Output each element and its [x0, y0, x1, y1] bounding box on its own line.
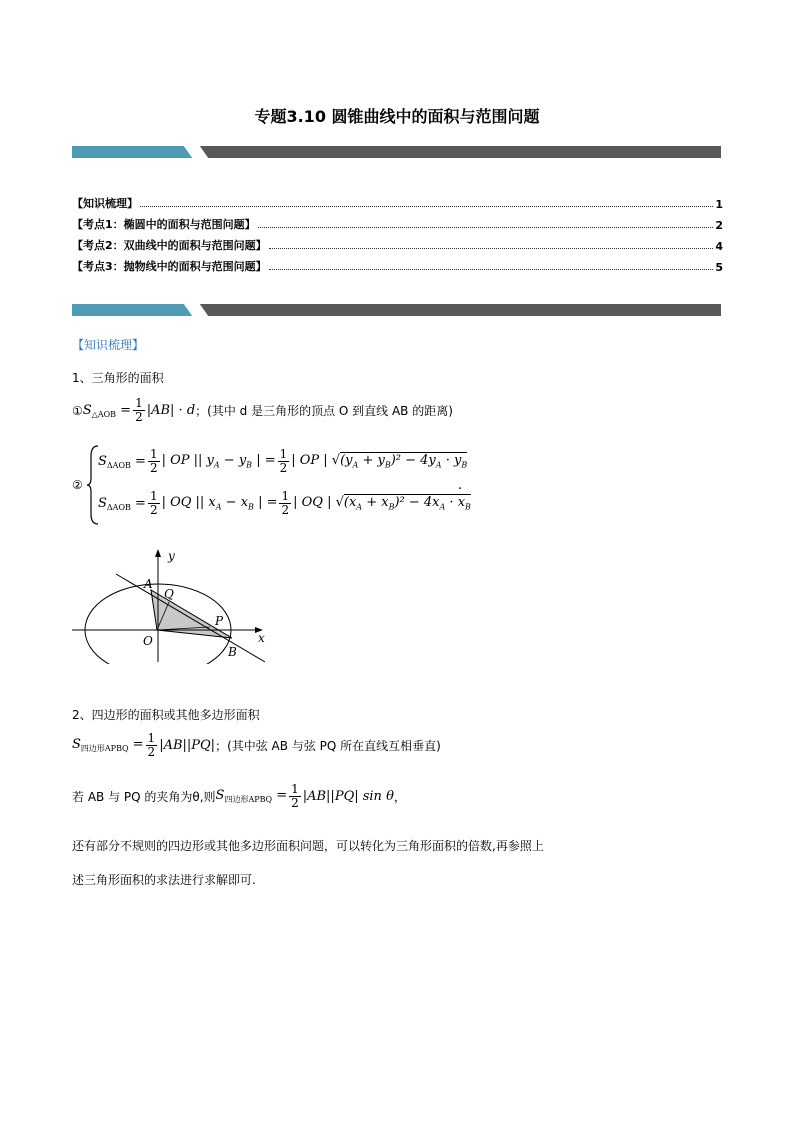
point-label-b: B [228, 645, 237, 659]
divider-bar [72, 146, 721, 158]
formula-2: ② $S_{\Delta AOB}$ = $\frac{1}{2}$ | OP || $y_A - y_B$ | = $\frac{1}{2}$ | OP | $√(y_A + y_B)^2 - 4y_A \cdot y_B$ $S_{\Delta AOB}$ = $\frac{1}{2}$ | OQ || $x_A - x_B$ | = $\frac{1}{2}$ | OQ | $√(x_A + x_B)^2 - 4x_A \cdot x_B$ . [72, 444, 472, 526]
point-label-o: O [143, 634, 153, 648]
toc-item[interactable]: 【考点2：双曲线中的面积与范围问题】 4 [72, 239, 723, 253]
point-label-q: Q [164, 587, 174, 601]
formula-4: 若 AB 与 PQ 的夹角为θ,则 $S_{四边形APBQ}$ = $\frac{1}{2}$ |AB||PQ| sin θ ， [72, 782, 406, 810]
paragraph-line-2: 述三角形面积的求法进行求解即可. [72, 873, 256, 887]
paragraph-line-1: 还有部分不规则的四边形或其他多边形面积问题，可以转化为三角形面积的倍数,再参照上 [72, 839, 544, 853]
formula-1: ① $S_{\triangle AOB}$ = $\frac{1}{2}$ |AB| · d ；(其中 d 是三角形的顶点 O 到直线 AB 的距离) [72, 396, 453, 424]
page-title: 专题3.10 圆锥曲线中的面积与范围问题 [254, 107, 540, 126]
axis-label-y: y [168, 549, 175, 563]
toc-item[interactable]: 【考点3：抛物线中的面积与范围问题】 5 [72, 260, 723, 274]
heading-polygon-area: 2、四边形的面积或其他多边形面积 [72, 708, 260, 722]
ellipse-figure [70, 548, 270, 664]
point-label-p: P [215, 614, 224, 628]
heading-triangle-area: 1、三角形的面积 [72, 371, 164, 385]
divider-bar [72, 304, 721, 316]
toc-item[interactable]: 【知识梳理】 1 [72, 197, 723, 211]
point-label-a: A [144, 577, 153, 591]
formula-3: $S_{四边形APBQ}$ = $\frac{1}{2}$ |AB||PQ| ；(其中弦 AB 与弦 PQ 所在直线互相垂直) [72, 731, 441, 759]
table-of-contents [72, 190, 723, 274]
toc-item[interactable]: 【考点1：椭圆中的面积与范围问题】 2 [72, 218, 723, 232]
axis-label-x: x [258, 631, 265, 645]
section-label: 【知识梳理】 [72, 338, 145, 352]
